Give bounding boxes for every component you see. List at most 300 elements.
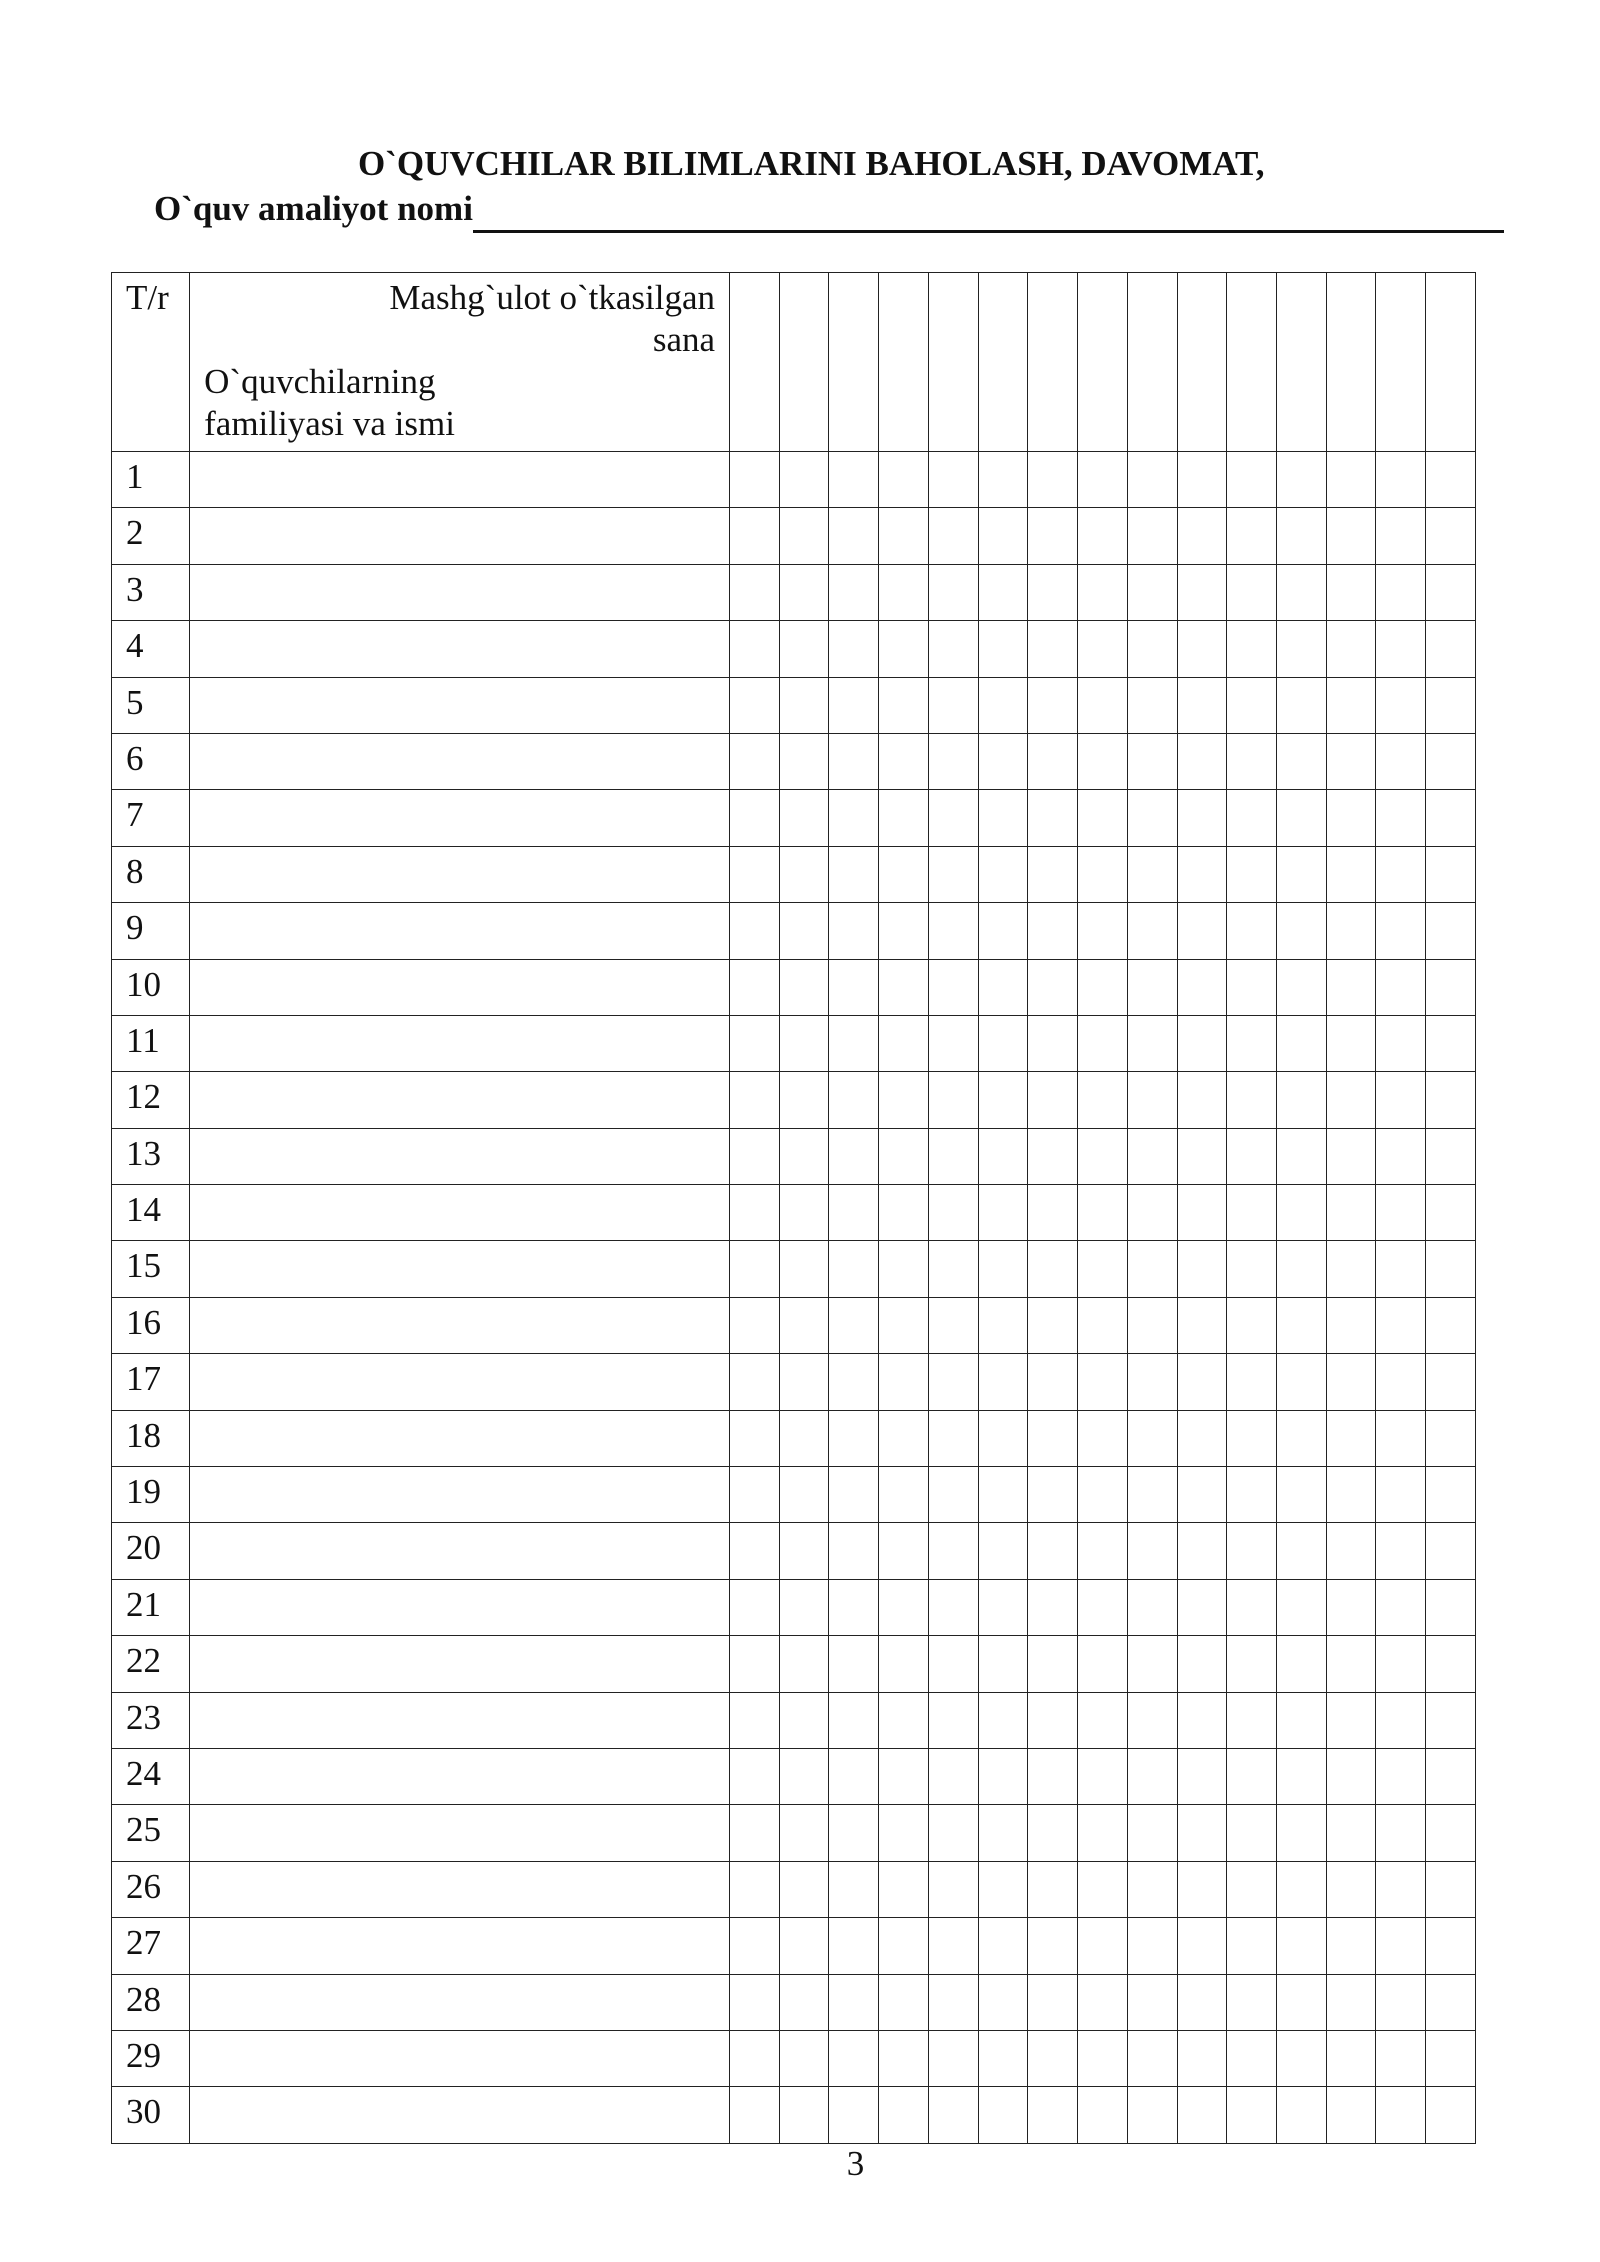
- grade-cell[interactable]: [879, 1467, 929, 1523]
- grade-cell[interactable]: [1276, 677, 1326, 733]
- grade-cell[interactable]: [730, 1241, 780, 1297]
- grade-cell[interactable]: [730, 1354, 780, 1410]
- grade-cell[interactable]: [1177, 903, 1227, 959]
- grade-cell[interactable]: [1326, 564, 1376, 620]
- student-name-cell[interactable]: [190, 846, 730, 902]
- grade-cell[interactable]: [879, 1974, 929, 2030]
- grade-cell[interactable]: [1127, 1354, 1177, 1410]
- grade-cell[interactable]: [1426, 1241, 1476, 1297]
- grade-cell[interactable]: [829, 1297, 879, 1353]
- grade-cell[interactable]: [879, 677, 929, 733]
- grade-cell[interactable]: [730, 2030, 780, 2086]
- grade-cell[interactable]: [1326, 1861, 1376, 1917]
- grade-cell[interactable]: [1227, 1579, 1277, 1635]
- grade-cell[interactable]: [1177, 1974, 1227, 2030]
- grade-cell[interactable]: [1326, 1410, 1376, 1466]
- grade-cell[interactable]: [879, 790, 929, 846]
- grade-cell[interactable]: [879, 452, 929, 508]
- grade-cell[interactable]: [1276, 508, 1326, 564]
- student-name-cell[interactable]: [190, 1072, 730, 1128]
- grade-cell[interactable]: [978, 1805, 1028, 1861]
- grade-cell[interactable]: [1227, 1072, 1277, 1128]
- grade-cell[interactable]: [1326, 959, 1376, 1015]
- grade-cell[interactable]: [829, 564, 879, 620]
- grade-cell[interactable]: [1426, 733, 1476, 789]
- grade-cell[interactable]: [1376, 1410, 1426, 1466]
- grade-cell[interactable]: [978, 1692, 1028, 1748]
- grade-cell[interactable]: [779, 1410, 829, 1466]
- grade-cell[interactable]: [1426, 1974, 1476, 2030]
- grade-cell[interactable]: [879, 1410, 929, 1466]
- grade-cell[interactable]: [1127, 1692, 1177, 1748]
- grade-cell[interactable]: [879, 508, 929, 564]
- grade-cell[interactable]: [1426, 2030, 1476, 2086]
- grade-cell[interactable]: [1276, 1748, 1326, 1804]
- grade-cell[interactable]: [730, 790, 780, 846]
- grade-cell[interactable]: [829, 1185, 879, 1241]
- grade-cell[interactable]: [1376, 2087, 1426, 2143]
- grade-cell[interactable]: [1127, 564, 1177, 620]
- grade-cell[interactable]: [1376, 1128, 1426, 1184]
- grade-cell[interactable]: [1326, 1015, 1376, 1071]
- grade-cell[interactable]: [1276, 1354, 1326, 1410]
- grade-cell[interactable]: [1326, 452, 1376, 508]
- grade-cell[interactable]: [1078, 790, 1128, 846]
- grade-cell[interactable]: [1227, 1861, 1277, 1917]
- grade-cell[interactable]: [879, 1918, 929, 1974]
- grade-cell[interactable]: [1227, 621, 1277, 677]
- grade-cell[interactable]: [1326, 1748, 1376, 1804]
- grade-cell[interactable]: [1276, 1861, 1326, 1917]
- grade-cell[interactable]: [779, 564, 829, 620]
- grade-cell[interactable]: [879, 959, 929, 1015]
- grade-cell[interactable]: [1078, 2087, 1128, 2143]
- grade-cell[interactable]: [1028, 1748, 1078, 1804]
- grade-cell[interactable]: [1376, 1015, 1426, 1071]
- grade-cell[interactable]: [829, 2030, 879, 2086]
- grade-cell[interactable]: [978, 1861, 1028, 1917]
- grade-cell[interactable]: [829, 1467, 879, 1523]
- grade-cell[interactable]: [779, 452, 829, 508]
- grade-cell[interactable]: [1326, 1523, 1376, 1579]
- grade-cell[interactable]: [1028, 1072, 1078, 1128]
- grade-cell[interactable]: [928, 846, 978, 902]
- grade-cell[interactable]: [1127, 2087, 1177, 2143]
- grade-cell[interactable]: [1227, 1974, 1277, 2030]
- grade-cell[interactable]: [1376, 1579, 1426, 1635]
- grade-cell[interactable]: [1078, 846, 1128, 902]
- grade-cell[interactable]: [978, 1072, 1028, 1128]
- grade-cell[interactable]: [1227, 564, 1277, 620]
- grade-cell[interactable]: [1127, 508, 1177, 564]
- grade-cell[interactable]: [1276, 1636, 1326, 1692]
- grade-cell[interactable]: [1028, 1467, 1078, 1523]
- grade-cell[interactable]: [1028, 2087, 1078, 2143]
- grade-cell[interactable]: [1177, 677, 1227, 733]
- grade-cell[interactable]: [1376, 1241, 1426, 1297]
- grade-cell[interactable]: [1376, 733, 1426, 789]
- grade-cell[interactable]: [1326, 1805, 1376, 1861]
- grade-cell[interactable]: [1127, 1861, 1177, 1917]
- grade-cell[interactable]: [928, 1128, 978, 1184]
- grade-cell[interactable]: [1276, 2087, 1326, 2143]
- grade-cell[interactable]: [1177, 1579, 1227, 1635]
- grade-cell[interactable]: [1127, 2030, 1177, 2086]
- grade-cell[interactable]: [1177, 1185, 1227, 1241]
- grade-cell[interactable]: [978, 1974, 1028, 2030]
- grade-cell[interactable]: [779, 1636, 829, 1692]
- grade-cell[interactable]: [1227, 1467, 1277, 1523]
- grade-cell[interactable]: [1326, 1128, 1376, 1184]
- grade-cell[interactable]: [730, 903, 780, 959]
- grade-cell[interactable]: [1227, 1805, 1277, 1861]
- grade-cell[interactable]: [1276, 1974, 1326, 2030]
- grade-cell[interactable]: [779, 677, 829, 733]
- grade-cell[interactable]: [1426, 1805, 1476, 1861]
- grade-cell[interactable]: [978, 733, 1028, 789]
- grade-cell[interactable]: [779, 1128, 829, 1184]
- grade-cell[interactable]: [1177, 1467, 1227, 1523]
- student-name-cell[interactable]: [190, 1410, 730, 1466]
- grade-cell[interactable]: [1078, 621, 1128, 677]
- grade-cell[interactable]: [779, 959, 829, 1015]
- grade-cell[interactable]: [1326, 1297, 1376, 1353]
- grade-cell[interactable]: [1227, 2087, 1277, 2143]
- grade-cell[interactable]: [1127, 846, 1177, 902]
- grade-cell[interactable]: [1177, 846, 1227, 902]
- grade-cell[interactable]: [1376, 1974, 1426, 2030]
- grade-cell[interactable]: [829, 1354, 879, 1410]
- grade-cell[interactable]: [829, 790, 879, 846]
- student-name-cell[interactable]: [190, 1467, 730, 1523]
- grade-cell[interactable]: [978, 1523, 1028, 1579]
- grade-cell[interactable]: [779, 2030, 829, 2086]
- grade-cell[interactable]: [1326, 2087, 1376, 2143]
- grade-cell[interactable]: [1376, 1354, 1426, 1410]
- grade-cell[interactable]: [1227, 733, 1277, 789]
- date-header-cell[interactable]: [928, 273, 978, 452]
- grade-cell[interactable]: [829, 1692, 879, 1748]
- grade-cell[interactable]: [1028, 452, 1078, 508]
- grade-cell[interactable]: [1028, 2030, 1078, 2086]
- grade-cell[interactable]: [928, 1861, 978, 1917]
- grade-cell[interactable]: [1078, 1128, 1128, 1184]
- date-header-cell[interactable]: [978, 273, 1028, 452]
- grade-cell[interactable]: [1177, 564, 1227, 620]
- grade-cell[interactable]: [1376, 1072, 1426, 1128]
- grade-cell[interactable]: [779, 1015, 829, 1071]
- grade-cell[interactable]: [1227, 677, 1277, 733]
- grade-cell[interactable]: [879, 1354, 929, 1410]
- grade-cell[interactable]: [1376, 959, 1426, 1015]
- grade-cell[interactable]: [928, 508, 978, 564]
- grade-cell[interactable]: [829, 846, 879, 902]
- grade-cell[interactable]: [1227, 1410, 1277, 1466]
- grade-cell[interactable]: [1326, 1692, 1376, 1748]
- grade-cell[interactable]: [1326, 790, 1376, 846]
- grade-cell[interactable]: [730, 846, 780, 902]
- grade-cell[interactable]: [730, 1861, 780, 1917]
- grade-cell[interactable]: [978, 2030, 1028, 2086]
- grade-cell[interactable]: [928, 1748, 978, 1804]
- grade-cell[interactable]: [730, 1410, 780, 1466]
- grade-cell[interactable]: [1376, 1297, 1426, 1353]
- grade-cell[interactable]: [1276, 790, 1326, 846]
- grade-cell[interactable]: [779, 733, 829, 789]
- grade-cell[interactable]: [1078, 1636, 1128, 1692]
- grade-cell[interactable]: [978, 621, 1028, 677]
- date-header-cell[interactable]: [730, 273, 780, 452]
- grade-cell[interactable]: [1227, 1748, 1277, 1804]
- grade-cell[interactable]: [1426, 903, 1476, 959]
- grade-cell[interactable]: [1177, 1410, 1227, 1466]
- grade-cell[interactable]: [1376, 1692, 1426, 1748]
- grade-cell[interactable]: [879, 1805, 929, 1861]
- grade-cell[interactable]: [928, 959, 978, 1015]
- grade-cell[interactable]: [829, 1072, 879, 1128]
- grade-cell[interactable]: [1227, 846, 1277, 902]
- grade-cell[interactable]: [1426, 1185, 1476, 1241]
- student-name-cell[interactable]: [190, 1297, 730, 1353]
- grade-cell[interactable]: [978, 564, 1028, 620]
- grade-cell[interactable]: [730, 1692, 780, 1748]
- grade-cell[interactable]: [1127, 1579, 1177, 1635]
- grade-cell[interactable]: [730, 508, 780, 564]
- grade-cell[interactable]: [1326, 621, 1376, 677]
- grade-cell[interactable]: [1127, 1974, 1177, 2030]
- grade-cell[interactable]: [730, 1748, 780, 1804]
- grade-cell[interactable]: [1177, 1861, 1227, 1917]
- grade-cell[interactable]: [1426, 508, 1476, 564]
- grade-cell[interactable]: [1376, 677, 1426, 733]
- grade-cell[interactable]: [879, 1861, 929, 1917]
- grade-cell[interactable]: [1376, 1918, 1426, 1974]
- grade-cell[interactable]: [1078, 508, 1128, 564]
- grade-cell[interactable]: [1177, 1805, 1227, 1861]
- grade-cell[interactable]: [1227, 1241, 1277, 1297]
- grade-cell[interactable]: [779, 1297, 829, 1353]
- grade-cell[interactable]: [779, 1692, 829, 1748]
- grade-cell[interactable]: [928, 1410, 978, 1466]
- grade-cell[interactable]: [1276, 1297, 1326, 1353]
- grade-cell[interactable]: [1276, 1410, 1326, 1466]
- grade-cell[interactable]: [928, 1918, 978, 1974]
- grade-cell[interactable]: [978, 790, 1028, 846]
- grade-cell[interactable]: [829, 1410, 879, 1466]
- student-name-cell[interactable]: [190, 452, 730, 508]
- grade-cell[interactable]: [1177, 1072, 1227, 1128]
- student-name-cell[interactable]: [190, 1974, 730, 2030]
- grade-cell[interactable]: [1127, 1185, 1177, 1241]
- grade-cell[interactable]: [879, 1636, 929, 1692]
- grade-cell[interactable]: [978, 1128, 1028, 1184]
- grade-cell[interactable]: [1227, 508, 1277, 564]
- grade-cell[interactable]: [1276, 1692, 1326, 1748]
- grade-cell[interactable]: [978, 1579, 1028, 1635]
- grade-cell[interactable]: [779, 1805, 829, 1861]
- practice-name-blank[interactable]: [473, 192, 1504, 233]
- grade-cell[interactable]: [730, 2087, 780, 2143]
- grade-cell[interactable]: [1426, 564, 1476, 620]
- grade-cell[interactable]: [1376, 2030, 1426, 2086]
- grade-cell[interactable]: [928, 1523, 978, 1579]
- grade-cell[interactable]: [1078, 1805, 1128, 1861]
- grade-cell[interactable]: [1127, 903, 1177, 959]
- grade-cell[interactable]: [1326, 508, 1376, 564]
- grade-cell[interactable]: [1078, 677, 1128, 733]
- grade-cell[interactable]: [879, 621, 929, 677]
- grade-cell[interactable]: [779, 1918, 829, 1974]
- grade-cell[interactable]: [1326, 1354, 1376, 1410]
- grade-cell[interactable]: [978, 1015, 1028, 1071]
- grade-cell[interactable]: [1078, 1185, 1128, 1241]
- student-name-cell[interactable]: [190, 2030, 730, 2086]
- grade-cell[interactable]: [1376, 621, 1426, 677]
- grade-cell[interactable]: [879, 1015, 929, 1071]
- grade-cell[interactable]: [1127, 1467, 1177, 1523]
- grade-cell[interactable]: [1028, 1128, 1078, 1184]
- grade-cell[interactable]: [1078, 959, 1128, 1015]
- grade-cell[interactable]: [879, 1241, 929, 1297]
- date-header-cell[interactable]: [1376, 273, 1426, 452]
- grade-cell[interactable]: [879, 903, 929, 959]
- grade-cell[interactable]: [1227, 790, 1277, 846]
- grade-cell[interactable]: [779, 1185, 829, 1241]
- grade-cell[interactable]: [978, 508, 1028, 564]
- grade-cell[interactable]: [1376, 1748, 1426, 1804]
- grade-cell[interactable]: [1276, 959, 1326, 1015]
- grade-cell[interactable]: [829, 452, 879, 508]
- grade-cell[interactable]: [1028, 790, 1078, 846]
- grade-cell[interactable]: [829, 1748, 879, 1804]
- grade-cell[interactable]: [1177, 2087, 1227, 2143]
- grade-cell[interactable]: [1127, 1015, 1177, 1071]
- grade-cell[interactable]: [1376, 508, 1426, 564]
- grade-cell[interactable]: [1376, 1523, 1426, 1579]
- grade-cell[interactable]: [1078, 1467, 1128, 1523]
- grade-cell[interactable]: [730, 564, 780, 620]
- grade-cell[interactable]: [1276, 903, 1326, 959]
- grade-cell[interactable]: [829, 1015, 879, 1071]
- grade-cell[interactable]: [1227, 1636, 1277, 1692]
- grade-cell[interactable]: [978, 677, 1028, 733]
- grade-cell[interactable]: [978, 1467, 1028, 1523]
- grade-cell[interactable]: [1028, 1805, 1078, 1861]
- grade-cell[interactable]: [1326, 1579, 1376, 1635]
- grade-cell[interactable]: [829, 621, 879, 677]
- grade-cell[interactable]: [978, 1410, 1028, 1466]
- grade-cell[interactable]: [1028, 1918, 1078, 1974]
- grade-cell[interactable]: [1127, 621, 1177, 677]
- student-name-cell[interactable]: [190, 1861, 730, 1917]
- grade-cell[interactable]: [928, 1636, 978, 1692]
- grade-cell[interactable]: [1426, 1861, 1476, 1917]
- grade-cell[interactable]: [879, 1185, 929, 1241]
- grade-cell[interactable]: [1127, 1636, 1177, 1692]
- grade-cell[interactable]: [1177, 2030, 1227, 2086]
- grade-cell[interactable]: [879, 1297, 929, 1353]
- grade-cell[interactable]: [1028, 621, 1078, 677]
- grade-cell[interactable]: [1376, 1861, 1426, 1917]
- grade-cell[interactable]: [1028, 1185, 1078, 1241]
- grade-cell[interactable]: [730, 1467, 780, 1523]
- student-name-cell[interactable]: [190, 1918, 730, 1974]
- grade-cell[interactable]: [1276, 1241, 1326, 1297]
- grade-cell[interactable]: [1426, 1636, 1476, 1692]
- grade-cell[interactable]: [978, 452, 1028, 508]
- grade-cell[interactable]: [829, 1241, 879, 1297]
- grade-cell[interactable]: [779, 1072, 829, 1128]
- grade-cell[interactable]: [1078, 452, 1128, 508]
- student-name-cell[interactable]: [190, 1692, 730, 1748]
- grade-cell[interactable]: [879, 1692, 929, 1748]
- grade-cell[interactable]: [1426, 1467, 1476, 1523]
- grade-cell[interactable]: [779, 1974, 829, 2030]
- grade-cell[interactable]: [1227, 2030, 1277, 2086]
- grade-cell[interactable]: [829, 1128, 879, 1184]
- grade-cell[interactable]: [1028, 1241, 1078, 1297]
- grade-cell[interactable]: [1177, 1523, 1227, 1579]
- grade-cell[interactable]: [1078, 1015, 1128, 1071]
- grade-cell[interactable]: [1376, 564, 1426, 620]
- grade-cell[interactable]: [829, 1579, 879, 1635]
- grade-cell[interactable]: [1028, 1410, 1078, 1466]
- grade-cell[interactable]: [928, 1072, 978, 1128]
- grade-cell[interactable]: [879, 1072, 929, 1128]
- grade-cell[interactable]: [1028, 846, 1078, 902]
- grade-cell[interactable]: [1426, 452, 1476, 508]
- grade-cell[interactable]: [1127, 1918, 1177, 1974]
- grade-cell[interactable]: [1227, 1692, 1277, 1748]
- grade-cell[interactable]: [730, 621, 780, 677]
- grade-cell[interactable]: [1326, 2030, 1376, 2086]
- grade-cell[interactable]: [1227, 1297, 1277, 1353]
- grade-cell[interactable]: [928, 1354, 978, 1410]
- grade-cell[interactable]: [879, 2030, 929, 2086]
- grade-cell[interactable]: [1326, 1974, 1376, 2030]
- grade-cell[interactable]: [1227, 903, 1277, 959]
- grade-cell[interactable]: [1326, 846, 1376, 902]
- student-name-cell[interactable]: [190, 733, 730, 789]
- grade-cell[interactable]: [1078, 1241, 1128, 1297]
- grade-cell[interactable]: [1276, 452, 1326, 508]
- grade-cell[interactable]: [1276, 1918, 1326, 1974]
- grade-cell[interactable]: [879, 1128, 929, 1184]
- grade-cell[interactable]: [1177, 790, 1227, 846]
- grade-cell[interactable]: [730, 1523, 780, 1579]
- grade-cell[interactable]: [1376, 790, 1426, 846]
- grade-cell[interactable]: [1078, 1579, 1128, 1635]
- student-name-cell[interactable]: [190, 1128, 730, 1184]
- date-header-cell[interactable]: [1326, 273, 1376, 452]
- grade-cell[interactable]: [1326, 1467, 1376, 1523]
- grade-cell[interactable]: [928, 1579, 978, 1635]
- grade-cell[interactable]: [978, 903, 1028, 959]
- grade-cell[interactable]: [730, 1072, 780, 1128]
- grade-cell[interactable]: [1028, 1692, 1078, 1748]
- grade-cell[interactable]: [779, 621, 829, 677]
- grade-cell[interactable]: [779, 1523, 829, 1579]
- grade-cell[interactable]: [1326, 903, 1376, 959]
- grade-cell[interactable]: [1426, 1748, 1476, 1804]
- grade-cell[interactable]: [928, 564, 978, 620]
- student-name-cell[interactable]: [190, 1748, 730, 1804]
- grade-cell[interactable]: [1376, 1185, 1426, 1241]
- date-header-cell[interactable]: [829, 273, 879, 452]
- grade-cell[interactable]: [1028, 1015, 1078, 1071]
- student-name-cell[interactable]: [190, 1354, 730, 1410]
- grade-cell[interactable]: [829, 733, 879, 789]
